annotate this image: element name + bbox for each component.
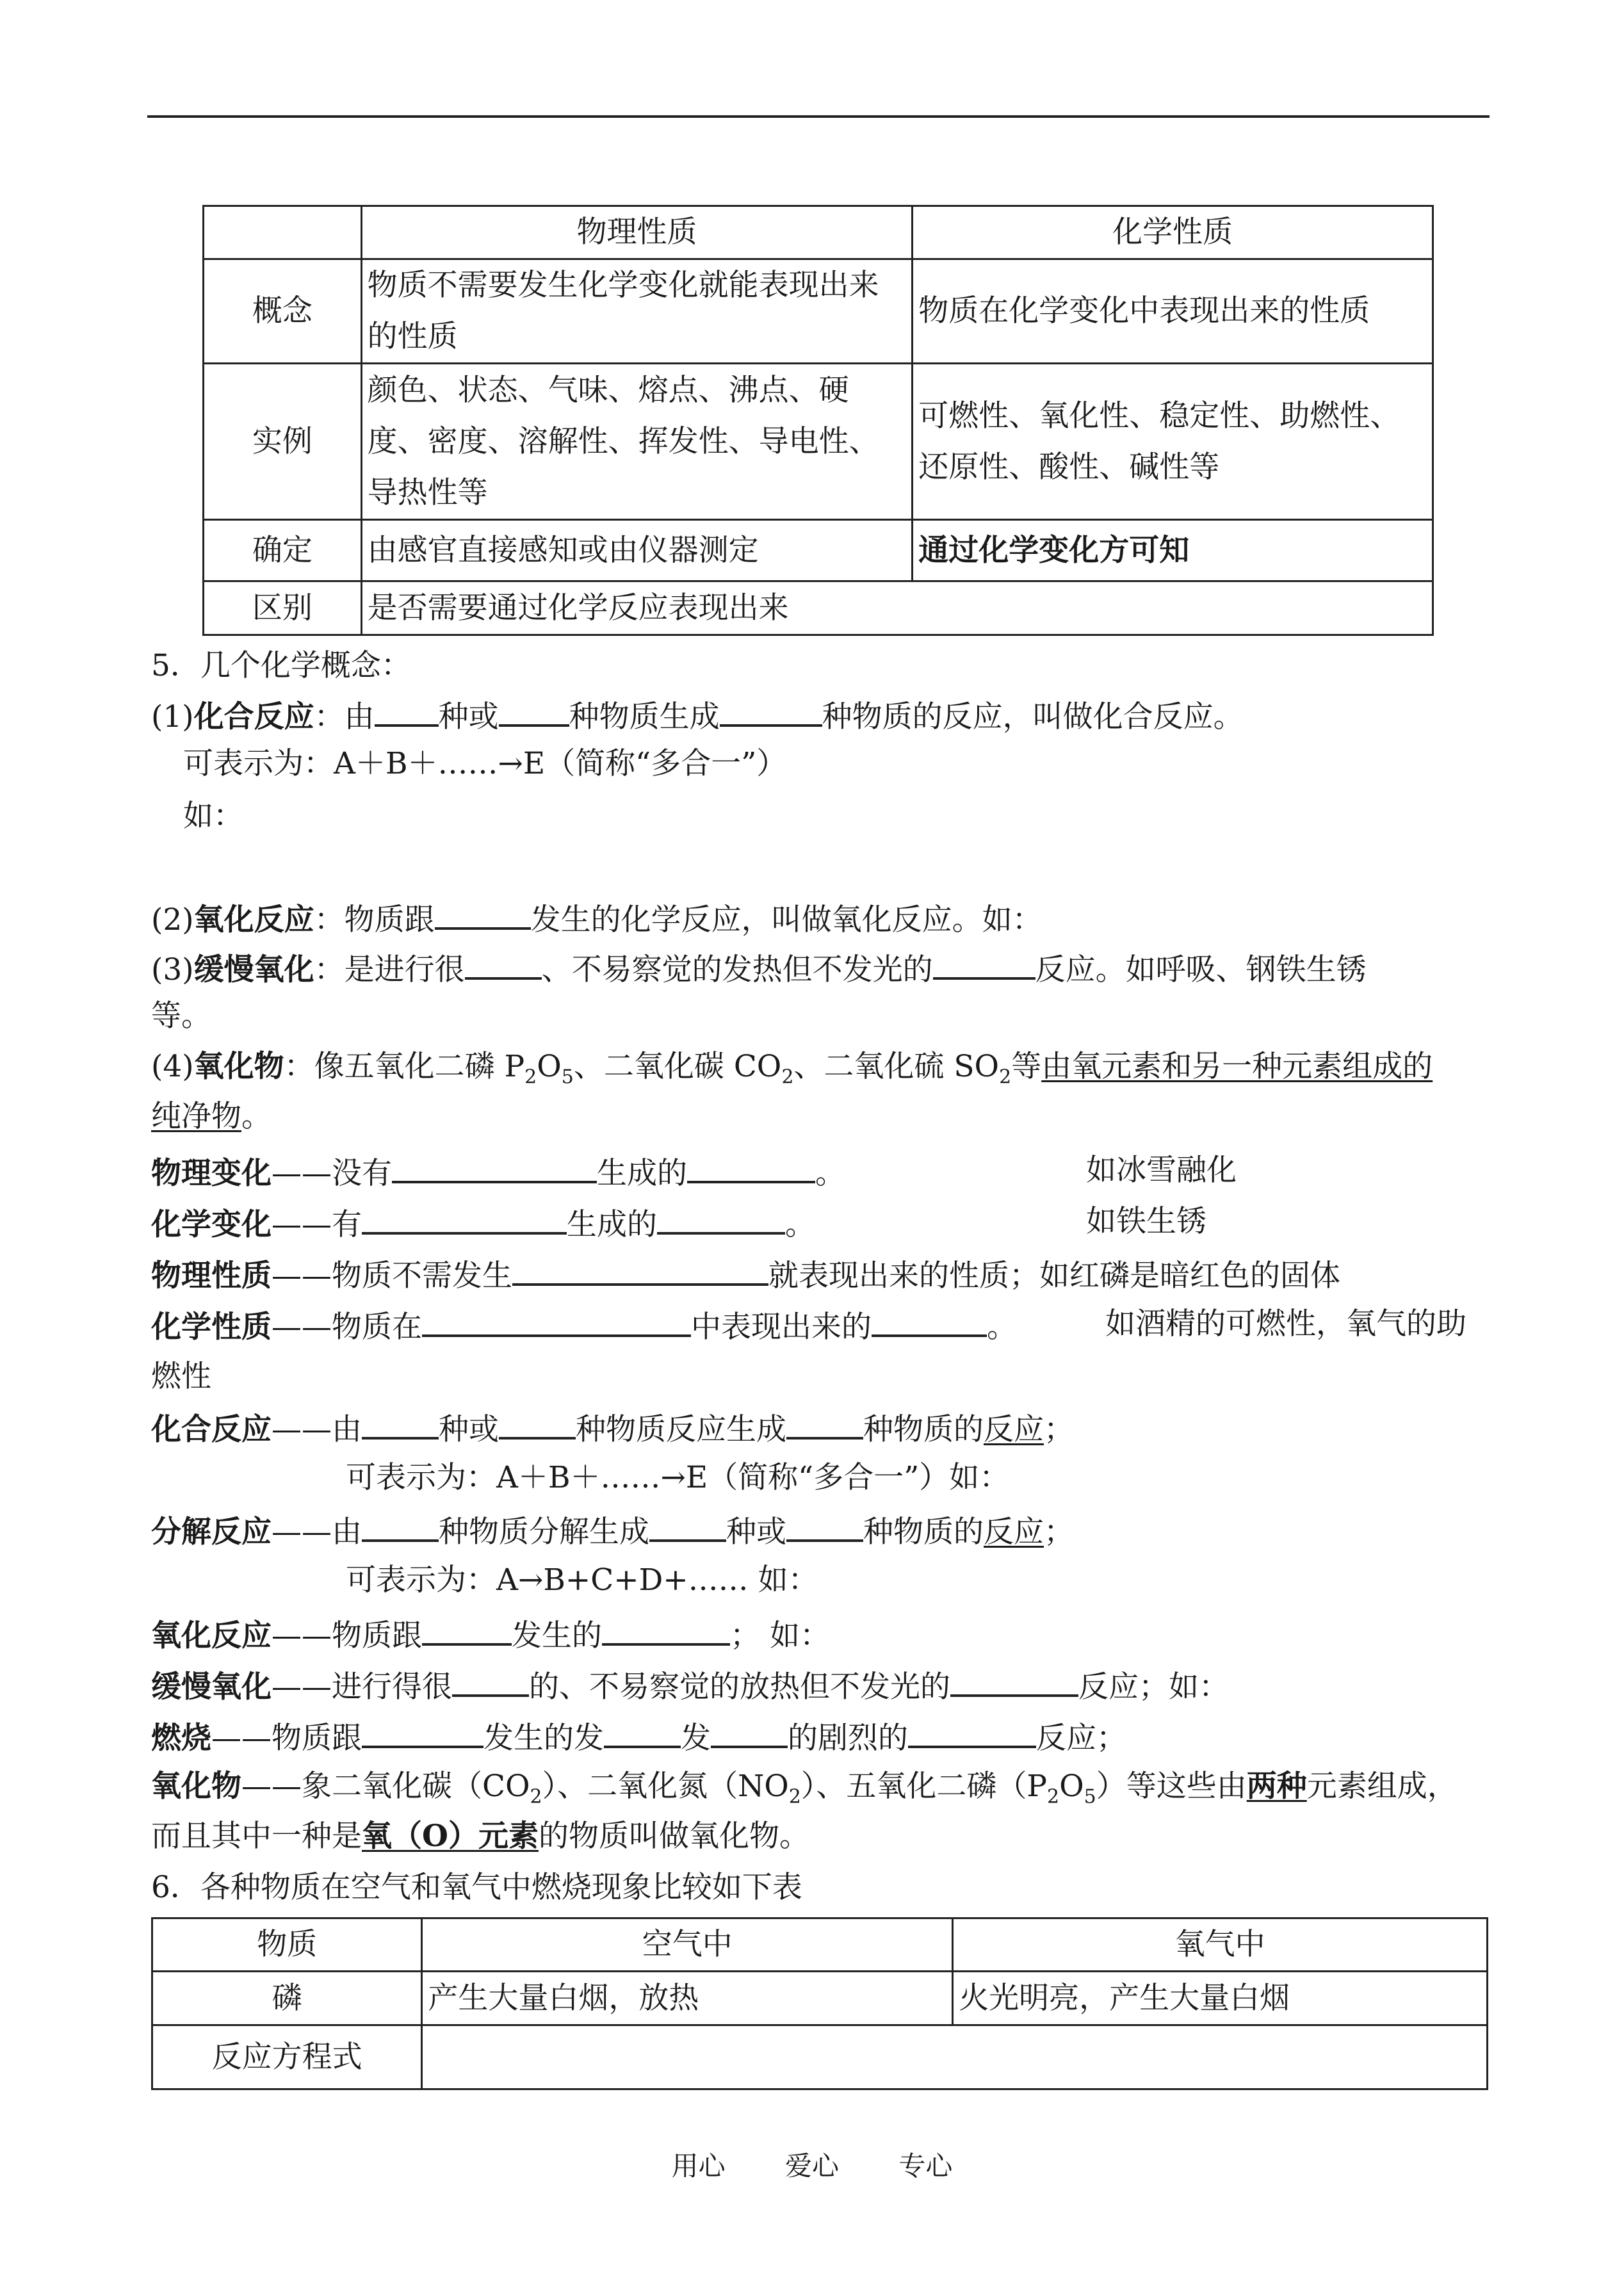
text: ——物质不需发生 — [272, 1258, 512, 1293]
definition-line — [151, 1254, 1340, 1295]
text: 反应。如呼吸、钢铁生锈 — [1035, 952, 1367, 987]
subscript: 5 — [561, 1066, 574, 1089]
blank[interactable] — [422, 1305, 691, 1337]
row-label: 概念 — [204, 259, 362, 364]
blank[interactable] — [908, 1716, 1036, 1748]
table-cell: 由感官直接感知或由仪器测定 — [361, 520, 913, 581]
text: ； — [1044, 1514, 1074, 1550]
text: ——物质在 — [272, 1310, 422, 1345]
text: ：是进行很 — [314, 952, 465, 987]
formula-line: 可表示为：A＋B＋……→E（简称“多合一”）如： — [346, 1460, 1010, 1495]
formula-line: 可表示为：A＋B＋……→E（简称“多合一”） — [183, 746, 787, 781]
text: 种物质分解生成 — [439, 1514, 649, 1550]
blank[interactable] — [362, 1716, 483, 1748]
concept-line — [151, 695, 1244, 736]
definition-line — [151, 1665, 1229, 1707]
section6-heading: 6．各种物质在空气和氧气中燃烧现象比较如下表 — [151, 1870, 802, 1905]
item-number: (1) — [151, 699, 194, 734]
text: ——有 — [272, 1207, 362, 1242]
term: 缓慢氧化 — [151, 1669, 272, 1705]
page-footer — [0, 2145, 1624, 2184]
text: 种或 — [726, 1514, 786, 1550]
formula-line: 可表示为：A→B+C+D+…… 如： — [346, 1562, 818, 1598]
example-text: 如铁生锈 — [1086, 1204, 1206, 1239]
definition-line — [151, 1614, 830, 1655]
text: 发 — [681, 1721, 711, 1756]
row-label: 实例 — [204, 364, 362, 520]
definition-line — [151, 1767, 1458, 1816]
header-rule — [147, 115, 1490, 118]
concept-line — [151, 898, 1043, 939]
table-header-substance: 物质 — [152, 1918, 422, 1972]
blank[interactable] — [602, 1614, 730, 1646]
text: 中表现出来的 — [691, 1310, 872, 1345]
blank[interactable] — [392, 1151, 597, 1183]
term: 化合反应 — [151, 1412, 272, 1447]
underlined-text: 由氧元素和另一种元素组成的 — [1041, 1049, 1433, 1084]
text: 。 — [241, 1099, 272, 1134]
term: 氧化反应 — [151, 1618, 272, 1653]
combustion-table — [151, 1917, 1488, 2090]
term: 缓慢氧化 — [193, 952, 314, 987]
text: ； — [1044, 1412, 1074, 1447]
section5-heading: 5．几个化学概念： — [151, 648, 411, 683]
table-cell: 火光明亮，产生大量白烟 — [953, 1972, 1488, 2025]
blank[interactable] — [375, 695, 439, 727]
table-header-air: 空气中 — [422, 1918, 953, 1972]
table-cell-empty — [422, 2025, 1488, 2089]
term: 燃烧 — [151, 1721, 211, 1756]
text: O — [1059, 1769, 1084, 1804]
item-number: (2) — [151, 902, 194, 937]
text: 种物质的反应，叫做化合反应。 — [822, 699, 1244, 734]
text: ：像五氧化二磷 P — [284, 1049, 525, 1084]
subscript: 2 — [781, 1066, 794, 1089]
table-cell: 物质在化学变化中表现出来的性质 — [913, 259, 1433, 364]
table-cell: 颜色、状态、气味、熔点、沸点、硬度、密度、溶解性、挥发性、导电性、导热性等 — [361, 364, 913, 520]
blank[interactable] — [499, 695, 569, 727]
footer-text: 用心 — [671, 2150, 726, 2182]
text: ——没有 — [272, 1156, 392, 1191]
blank[interactable] — [786, 1510, 863, 1542]
term: 氧化物 — [193, 1049, 284, 1084]
text: 。 — [815, 1156, 845, 1191]
text: 种物质反应生成 — [576, 1412, 786, 1447]
text: ）等这些由 — [1096, 1769, 1247, 1804]
text: 的剧烈的 — [788, 1721, 908, 1756]
continuation-line: 等。 — [151, 998, 211, 1034]
definition-line — [151, 1305, 1466, 1347]
term: 化学性质 — [151, 1310, 272, 1345]
continuation-line — [151, 1817, 809, 1856]
text: 生成的 — [597, 1156, 687, 1191]
text: ）、二氧化氮（NO — [542, 1769, 789, 1804]
underlined-text: 反应 — [984, 1514, 1044, 1550]
definition-line — [151, 1716, 1126, 1758]
continuation-line — [151, 1098, 272, 1136]
subscript: 2 — [999, 1066, 1012, 1089]
term: 分解反应 — [151, 1514, 272, 1550]
blank[interactable] — [452, 1665, 529, 1697]
text: ：物质跟 — [314, 902, 435, 937]
blank[interactable] — [687, 1151, 815, 1183]
text: 、不易察觉的发热但不发光的 — [541, 952, 933, 987]
text: 种物质生成 — [569, 699, 720, 734]
table-header-oxygen: 氧气中 — [953, 1918, 1488, 1972]
table-cell: 可燃性、氧化性、稳定性、助燃性、还原性、酸性、碱性等 — [913, 364, 1433, 520]
blank[interactable] — [422, 1614, 512, 1646]
table-cell: 是否需要通过化学反应表现出来 — [361, 581, 1433, 635]
term: 物理变化 — [151, 1156, 272, 1191]
concept-line — [151, 1048, 1433, 1096]
blank[interactable] — [512, 1254, 768, 1286]
text: 的、不易察觉的放热但不发光的 — [529, 1669, 950, 1705]
emphasis-text: 氧（O）元素 — [362, 1819, 539, 1854]
row-label: 确定 — [204, 520, 362, 581]
text: ）、五氧化二磷（P — [800, 1769, 1047, 1804]
text: 元素组成， — [1306, 1769, 1458, 1804]
text: 生成的 — [567, 1207, 657, 1242]
blank[interactable] — [604, 1716, 681, 1748]
text: 。 — [785, 1207, 815, 1242]
subscript: 2 — [530, 1785, 542, 1808]
row-label: 反应方程式 — [152, 2025, 422, 2089]
table-cell: 物质不需要发生化学变化就能表现出来的性质 — [361, 259, 913, 364]
item-number: (4) — [151, 1049, 194, 1084]
blank[interactable] — [711, 1716, 788, 1748]
row-label: 磷 — [152, 1972, 422, 2025]
text: 的物质叫做氧化物。 — [538, 1819, 809, 1854]
underlined-text: 反应 — [984, 1412, 1044, 1447]
blank[interactable] — [657, 1203, 785, 1235]
text: 而且其中一种是 — [151, 1819, 362, 1854]
text: 反应；如： — [1078, 1669, 1229, 1705]
blank[interactable] — [872, 1305, 987, 1337]
table-cell: 通过化学变化方可知 — [913, 520, 1433, 581]
text: 发生的化学反应，叫做氧化反应。如： — [530, 902, 1043, 937]
text: 就表现出来的性质；如红磷是暗红色的固体 — [768, 1258, 1340, 1293]
text: ——物质跟 — [211, 1721, 362, 1756]
subscript: 2 — [1046, 1785, 1060, 1808]
term: 化合反应 — [193, 699, 314, 734]
example-text: 如冰雪融化 — [1086, 1153, 1237, 1188]
subscript: 5 — [1084, 1785, 1096, 1808]
text: ——物质跟 — [272, 1618, 422, 1653]
term: 物理性质 — [151, 1258, 272, 1293]
item-number: (3) — [151, 952, 194, 987]
concept-line — [151, 948, 1367, 989]
example-line: 如： — [183, 799, 243, 834]
blank[interactable] — [786, 1407, 863, 1439]
definition-line — [151, 1510, 1074, 1552]
row-label: 区别 — [204, 581, 362, 635]
text: 。 — [987, 1310, 1017, 1345]
text: ——由 — [272, 1514, 362, 1550]
text: ——象二氧化碳（CO — [241, 1769, 530, 1804]
blank[interactable] — [362, 1203, 567, 1235]
example-text: 如酒精的可燃性，氧气的助 — [1105, 1306, 1466, 1342]
blank[interactable] — [950, 1665, 1078, 1697]
text: ——进行得很 — [272, 1669, 452, 1705]
text: ——由 — [272, 1412, 362, 1447]
text: 、二氧化硫 SO — [793, 1049, 1000, 1084]
blank[interactable] — [362, 1407, 439, 1439]
table-header-chemical: 化学性质 — [913, 206, 1433, 259]
properties-table — [202, 205, 1434, 636]
blank[interactable] — [435, 898, 531, 930]
text: 、二氧化碳 CO — [573, 1049, 782, 1084]
footer-text: 爱心 — [784, 2150, 839, 2182]
definition-line — [151, 1151, 1237, 1193]
blank[interactable] — [465, 948, 542, 980]
blank[interactable] — [649, 1510, 726, 1542]
emphasis-text: 两种 — [1246, 1769, 1307, 1804]
definition-line — [151, 1407, 1074, 1449]
blank[interactable] — [720, 695, 822, 727]
subscript: 2 — [788, 1785, 801, 1808]
text: 种物质的 — [863, 1514, 984, 1550]
table-cell: 产生大量白烟，放热 — [422, 1972, 953, 2025]
text: 发生的发 — [483, 1721, 604, 1756]
text: 种或 — [438, 699, 499, 734]
term: 氧化物 — [151, 1769, 241, 1804]
text: 种物质的 — [863, 1412, 984, 1447]
footer-text: 专心 — [898, 2150, 953, 2182]
continuation-line: 燃性 — [151, 1359, 211, 1394]
blank[interactable] — [362, 1510, 439, 1542]
term: 氧化反应 — [193, 902, 314, 937]
table-header-physical: 物理性质 — [361, 206, 913, 259]
blank[interactable] — [933, 948, 1035, 980]
subscript: 2 — [524, 1066, 537, 1089]
text: 反应； — [1036, 1721, 1126, 1756]
definition-line — [151, 1203, 1206, 1244]
text: 发生的 — [512, 1618, 602, 1653]
text: 种或 — [439, 1412, 499, 1447]
underlined-text: 纯净物 — [151, 1099, 241, 1134]
text: O — [537, 1049, 562, 1084]
text: ； 如： — [730, 1618, 830, 1653]
table-header-empty — [204, 206, 362, 259]
text: ：由 — [314, 699, 375, 734]
text: 等 — [1011, 1049, 1042, 1084]
term: 化学变化 — [151, 1207, 272, 1242]
blank[interactable] — [499, 1407, 576, 1439]
